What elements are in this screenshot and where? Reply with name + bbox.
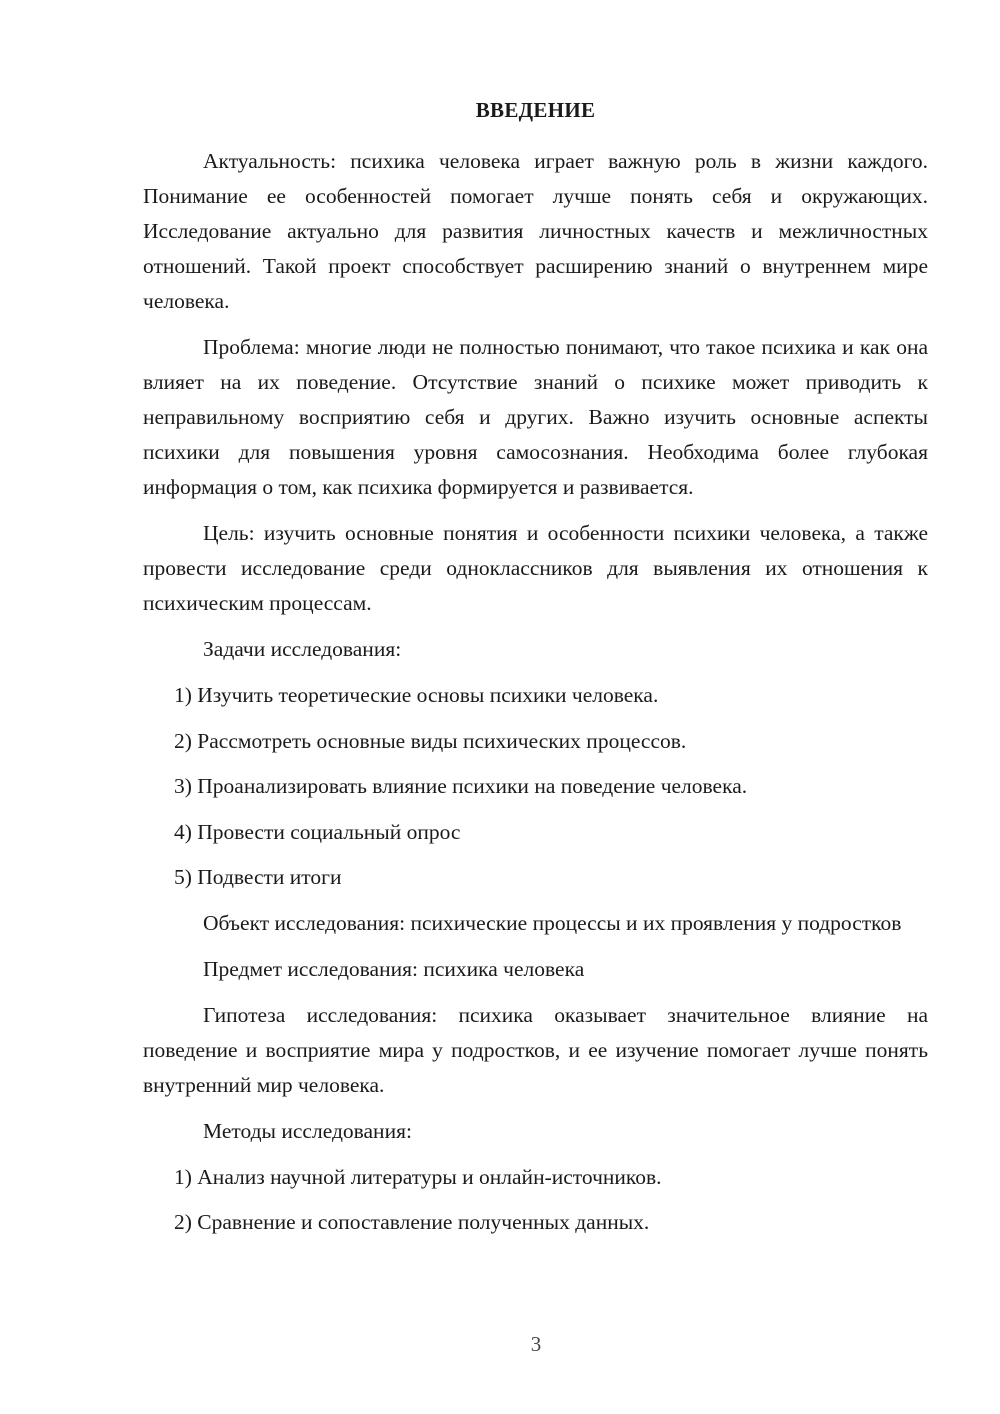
hypothesis-paragraph: Гипотеза исследования: психика оказывает значительное влияние на поведение и восприятие мира у подростков, и ее изучение помогает лучше понять внутренний мир человека. [143, 1002, 928, 1097]
section-heading: ВВЕДЕНИЕ [475, 98, 596, 122]
problem-paragraph: Проблема: многие люди не полностью понимают, что такое психика и как она влияет на их поведение. Отсутствие знаний о психике может приводить к неправильному восприятию себя и других. Важно изучить основные аспекты психики для повышения уровня самосознания. Необходима более глубокая информация о том, как психика формируется и развивается. [143, 335, 928, 499]
list-item: 1) Изучить теоретические основы психики человека. [174, 683, 659, 707]
list-item: 2) Рассмотреть основные виды психических процессов. [174, 728, 687, 753]
page-number: 3 [530, 1332, 542, 1356]
tasks-list [143, 678, 928, 895]
subject-paragraph: Предмет исследования: психика человека [203, 956, 585, 981]
relevance-paragraph: Актуальность: психика человека играет важную роль в жизни каждого. Понимание ее особенностей помогает лучше понять себя и окружающих. Исследование актуально для развития личностных качеств и межличностных отношений. Такой проект способствует расширению знаний о внутреннем мире человека. [143, 149, 928, 313]
goal-paragraph: Цель: изучить основные понятия и особенности психики человека, а также провести исследование среди одноклассников для выявления их отношения к психическим процессам. [143, 521, 928, 615]
list-item: 3) Проанализировать влияние психики на поведение человека. [174, 774, 748, 798]
list-item: 1) Анализ научной литературы и онлайн-источников. [174, 1164, 662, 1189]
methods-list [143, 1160, 928, 1241]
document-page [143, 95, 928, 1251]
list-item: 4) Провести социальный опрос [174, 819, 461, 844]
tasks-title: Задачи исследования: [203, 637, 402, 661]
object-paragraph: Объект исследования: психические процессы и их проявления у подростков [203, 910, 902, 935]
methods-title: Методы исследования: [203, 1118, 412, 1143]
list-item: 2) Сравнение и сопоставление полученных данных. [174, 1210, 650, 1234]
list-item: 5) Подвести итоги [174, 865, 342, 889]
